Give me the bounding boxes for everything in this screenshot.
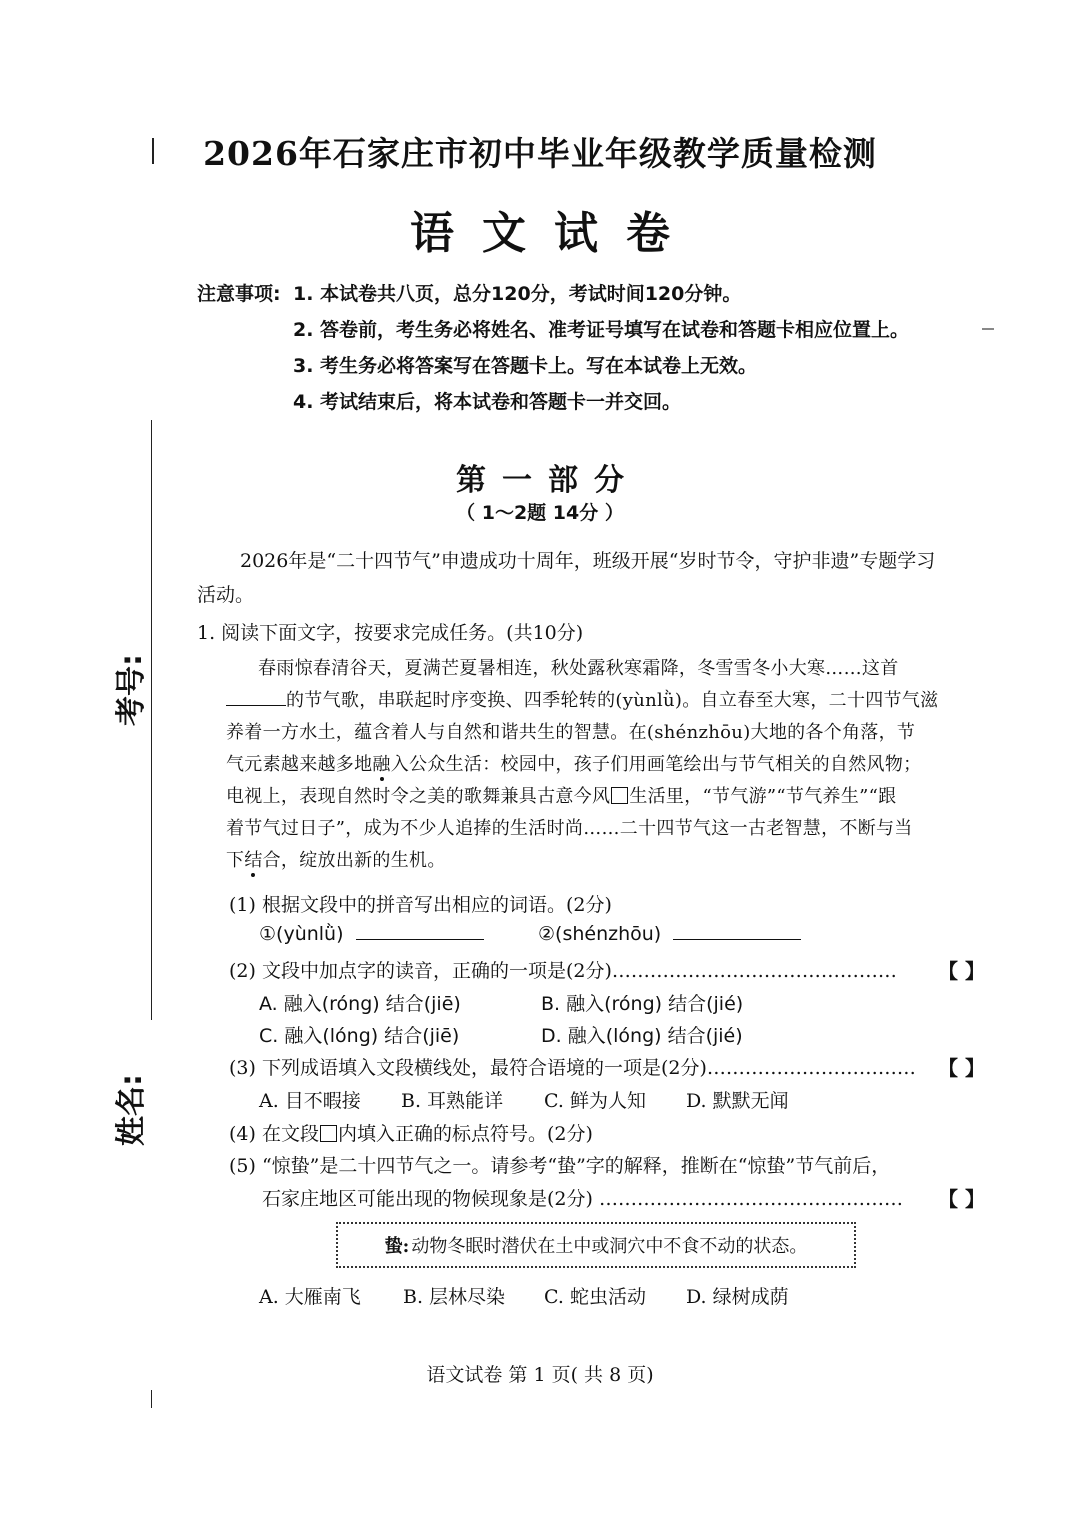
binding-line-bottom [151,1390,152,1408]
answer-bracket-3[interactable]: 【 】 [938,1056,985,1080]
sub-question-4-b: 内填入正确的标点符号。(2分) [337,1123,593,1145]
punctuation-box[interactable] [611,787,628,804]
idiom-blank[interactable] [226,689,286,706]
sub-question-3-stem: (3) 下列成语填入文段横线处，最符合语境的一项是(2分)…………………………… [229,1057,916,1079]
pinyin-yunlv: ①(yùnlǜ) [259,923,344,945]
notice-item-4: 4. 考试结束后，将本试卷和答题卡一并交回。 [293,391,682,413]
punctuation-box-ref [320,1125,337,1142]
student-name-label: 姓名: [114,1074,149,1146]
dotted-char-jie: 结 [244,846,262,872]
option-2-A: A. 融入(róng) 结合(jiē) [259,993,461,1015]
sub-question-4-stem [229,1119,593,1146]
option-3-D: D. 默默无闻 [686,1090,789,1112]
sub-question-1-a [259,923,484,945]
option-2-B: B. 融入(róng) 结合(jié) [541,993,744,1015]
sub-question-2-stem: (2) 文段中加点字的读音，正确的一项是(2分)……………………………………… [229,960,897,982]
passage-line-5 [226,782,896,808]
option-3-C: C. 鲜为人知 [544,1090,646,1112]
passage-line-5-a: 电视上，表现自然时令之美的歌舞兼具古意今风 [226,786,611,807]
option-5-D: D. 绿树成荫 [686,1286,789,1308]
page-footer: 语文试卷 第 1 页( 共 8 页) [426,1364,654,1386]
paper-subtitle: 语文试卷 [410,208,698,259]
sub-question-1-b [538,923,801,945]
passage-line-2 [226,686,938,712]
passage-line-4 [226,750,921,776]
answer-bracket-5[interactable]: 【 】 [938,1187,985,1211]
passage-line-4-b: 入公众生活：校园中，孩子们用画笔绘出与节气相关的自然风物； [390,754,922,775]
dotted-char-rong: 融 [372,750,390,776]
passage-line-7-a: 下 [226,850,245,871]
passage-line-4-a: 气元素越来越多地 [226,754,373,775]
definition-box [336,1222,856,1268]
option-2-C: C. 融入(lóng) 结合(jiē) [259,1025,460,1047]
notice-item-2: 2. 答卷前，考生务必将姓名、准考证号填写在试卷和答题卡相应位置上。 [293,319,910,341]
sub-question-5-line-2: 石家庄地区可能出现的物候现象是(2分) ………………………………………… [262,1188,903,1210]
passage-line-7-b: 合，绽放出新的生机。 [262,850,446,871]
passage-line-2-text: 的节气歌，串联起时序变换、四季轮转的(yùnlǜ)。自立春至大寒，二十四节气滋 [286,690,939,711]
definition-term: 蛰: [384,1236,410,1257]
sub-question-4-a: (4) 在文段 [229,1123,319,1145]
passage-line-5-b: 生活里，“节气游”“节气养生”“跟 [629,786,897,807]
passage-line-3: 养着一方水土，蕴含着人与自然和谐共生的智慧。在(shénzhōu)大地的各个角落，节 [226,722,916,743]
pinyin-shenzhou: ②(shénzhōu) [538,923,662,945]
notice-item-3: 3. 考生务必将答案写在答题卡上。写在本试卷上无效。 [293,355,758,377]
exam-number-label: 考号: [114,654,149,726]
passage-line-6: 着节气过日子”，成为不少人追捧的生活时尚……二十四节气这一古老智慧，不断与当 [226,818,913,839]
option-5-C: C. 蛇虫活动 [544,1286,646,1308]
option-2-D: D. 融入(lóng) 结合(jié) [541,1025,743,1047]
passage-line-7 [226,846,446,872]
option-5-A: A. 大雁南飞 [259,1286,361,1308]
definition-text: 动物冬眠时潜伏在土中或洞穴中不食不动的状态。 [411,1236,808,1257]
answer-blank-yunlv[interactable] [356,923,484,940]
option-3-A: A. 目不暇接 [259,1090,361,1112]
edge-mark [982,328,994,330]
question-1-stem: 1. 阅读下面文字，按要求完成任务。(共10分) [197,622,584,644]
exam-title: 2026年石家庄市初中毕业年级教学质量检测 [203,134,877,173]
part-title: 第一部分 [456,463,640,498]
notice-label: 注意事项: [197,283,281,305]
sub-question-1-stem: (1) 根据文段中的拼音写出相应的词语。(2分) [229,894,612,916]
sub-question-5-line-1: (5) “惊蛰”是二十四节气之一。请参考“蛰”字的解释，推断在“惊蛰”节气前后， [229,1155,891,1177]
part-subtitle: （ 1～2题 14分 ） [456,502,624,524]
option-5-B: B. 层林尽染 [403,1286,506,1308]
option-3-B: B. 耳熟能详 [401,1090,504,1112]
intro-line-2: 活动。 [197,584,255,606]
passage-line-1: 春雨惊春清谷天，夏满芒夏暑相连，秋处露秋寒霜降，冬雪雪冬小大寒……这首 [258,658,899,679]
notice-item-1: 1. 本试卷共八页，总分120分，考试时间120分钟。 [293,283,742,305]
answer-blank-shenzhou[interactable] [673,923,801,940]
intro-line-1: 2026年是“二十四节气”申遗成功十周年，班级开展“岁时节令，守护非遗”专题学习 [240,550,936,572]
answer-bracket-2[interactable]: 【 】 [938,959,985,983]
